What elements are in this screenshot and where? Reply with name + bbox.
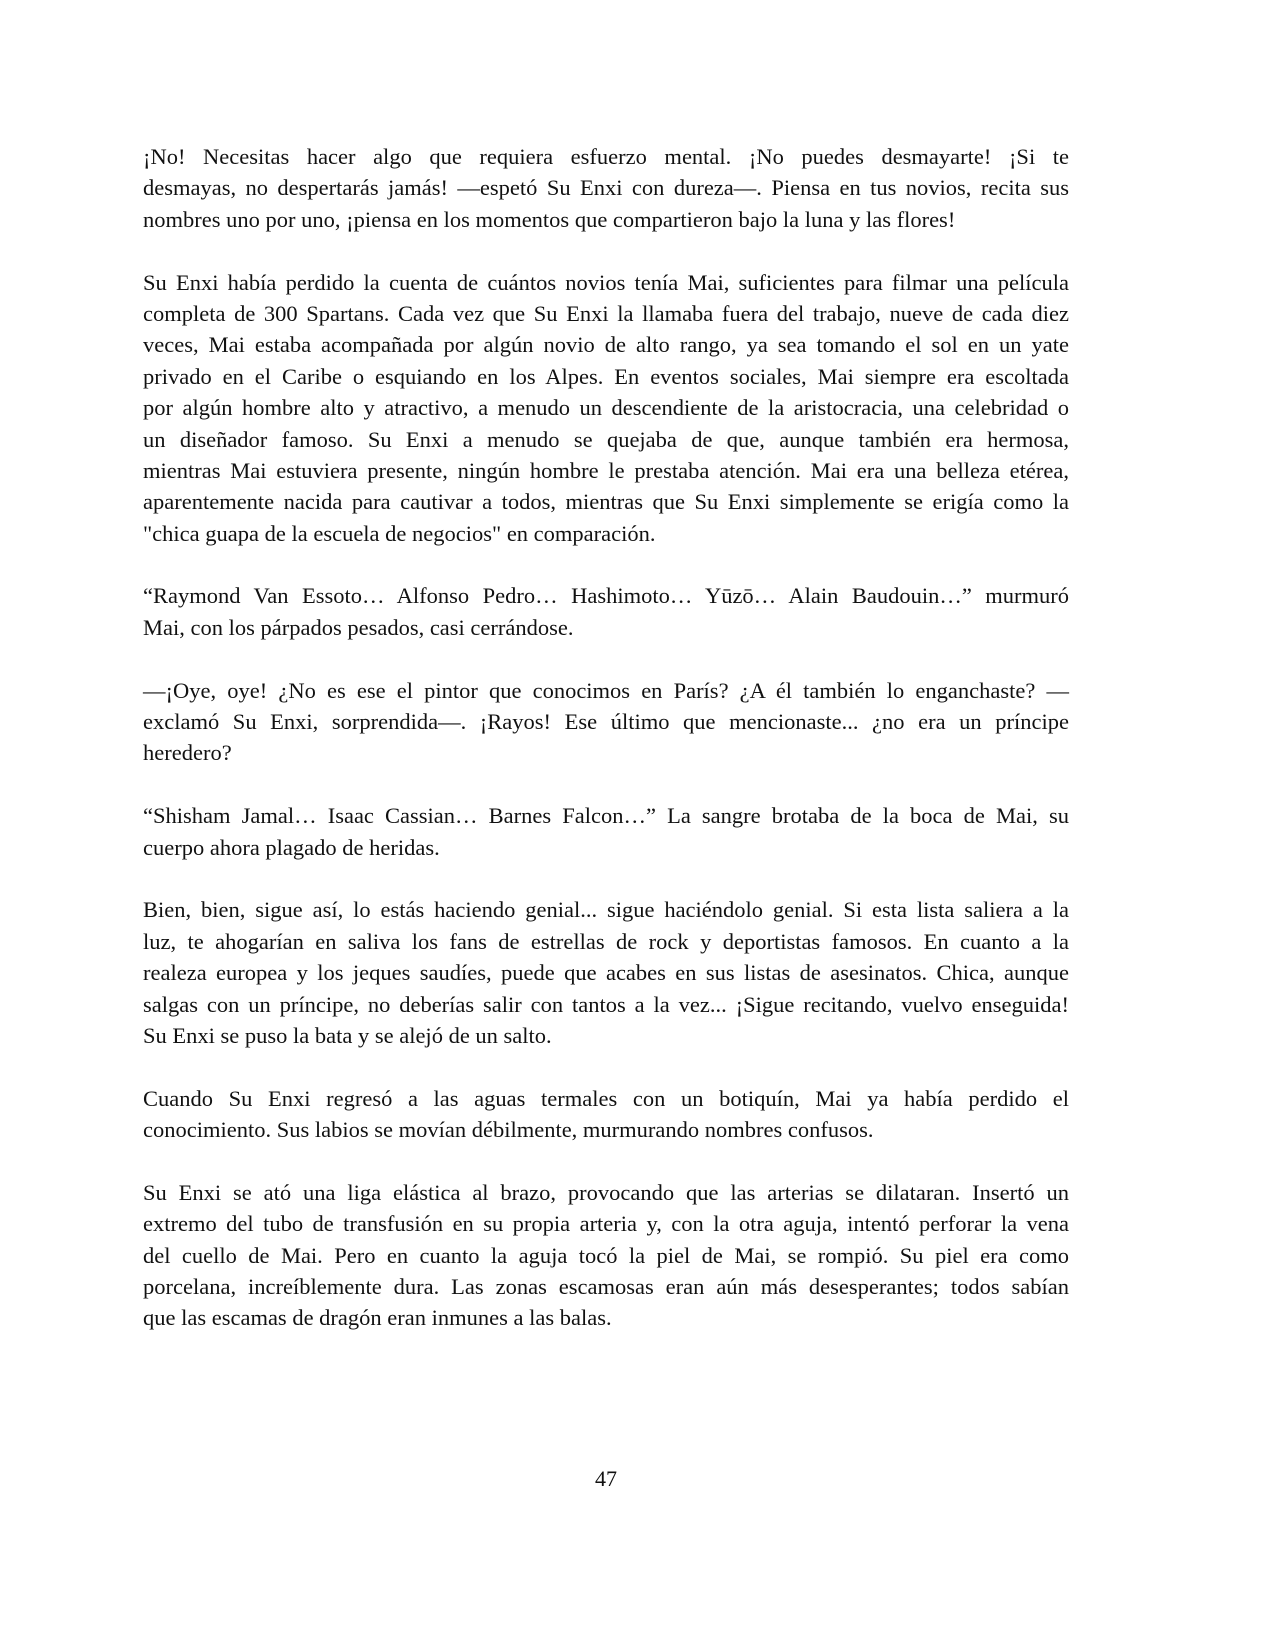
text-line: salgas con un príncipe, no deberías salir con tantos a la vez... ¡Sigue recitando, vuelvo enseguida! (143, 991, 1069, 1017)
paragraph (143, 580, 1069, 643)
text-line: "chica guapa de la escuela de negocios" en comparación. (143, 520, 656, 546)
text-line: aparentemente nacida para cautivar a todos, mientras que Su Enxi simplemente se erigía como la (143, 489, 1069, 515)
text-line: heredero? (143, 740, 232, 766)
paragraph (143, 267, 1069, 550)
text-line: nombres uno por uno, ¡piensa en los momentos que compartieron bajo la luna y las flores! (143, 206, 956, 232)
text-line: porcelana, increíblemente dura. Las zonas escamosas eran aún más desesperantes; todos sabían (143, 1274, 1069, 1300)
text-line: luz, te ahogarían en saliva los fans de estrellas de rock y deportistas famosos. En cuanto a la (143, 928, 1069, 954)
text-line: privado en el Caribe o esquiando en los Alpes. En eventos sociales, Mai siempre era escoltada (143, 363, 1069, 389)
text-line: desmayas, no despertarás jamás! —espetó Su Enxi con dureza—. Piensa en tus novios, recita sus (143, 175, 1069, 201)
text-line: Su Enxi se puso la bata y se alejó de un salto. (143, 1022, 552, 1048)
text-line: cuerpo ahora plagado de heridas. (143, 834, 440, 860)
page-body (143, 141, 1069, 1365)
text-line: mientras Mai estuviera presente, ningún hombre le prestaba atención. Mai era una belleza etérea, (143, 457, 1069, 483)
text-line: ¡No! Necesitas hacer algo que requiera esfuerzo mental. ¡No puedes desmayarte! ¡Si te (143, 144, 1069, 169)
text-line: —¡Oye, oye! ¿No es ese el pintor que conocimos en París? ¿A él también lo enganchaste? — (143, 677, 1069, 703)
text-line: Mai, con los párpados pesados, casi cerrándose. (143, 614, 574, 640)
text-line: Su Enxi había perdido la cuenta de cuántos novios tenía Mai, suficientes para filmar una película (143, 269, 1069, 295)
text-line: realeza europea y los jeques saudíes, puede que acabes en sus listas de asesinatos. Chica, aunque (143, 960, 1069, 986)
paragraph (143, 800, 1069, 863)
text-line: del cuello de Mai. Pero en cuanto la aguja tocó la piel de Mai, se rompió. Su piel era como (143, 1242, 1069, 1268)
page-number: 47 (595, 1466, 617, 1491)
text-line: por algún hombre alto y atractivo, a menudo un descendiente de la aristocracia, una celebridad o (143, 395, 1069, 421)
text-line: Cuando Su Enxi regresó a las aguas termales con un botiquín, Mai ya había perdido el (143, 1085, 1069, 1111)
text-line: “Shisham Jamal… Isaac Cassian… Barnes Falcon…” La sangre brotaba de la boca de Mai, su (143, 803, 1069, 829)
paragraph (143, 1083, 1069, 1146)
paragraph (143, 675, 1069, 769)
paragraph (143, 894, 1069, 1051)
text-line: completa de 300 Spartans. Cada vez que Su Enxi la llamaba fuera del trabajo, nueve de cada diez (143, 300, 1069, 326)
text-line: un diseñador famoso. Su Enxi a menudo se quejaba de que, aunque también era hermosa, (143, 426, 1069, 452)
text-line: Su Enxi se ató una liga elástica al brazo, provocando que las arterias se dilataran. Insertó un (143, 1179, 1069, 1205)
text-line: veces, Mai estaba acompañada por algún novio de alto rango, ya sea tomando el sol en un yate (143, 332, 1069, 358)
text-line: Bien, bien, sigue así, lo estás haciendo genial... sigue haciéndolo genial. Si esta lista saliera a la (143, 897, 1069, 923)
text-line: exclamó Su Enxi, sorprendida—. ¡Rayos! Ese último que mencionaste... ¿no era un príncipe (143, 709, 1069, 735)
text-line: “Raymond Van Essoto… Alfonso Pedro… Hashimoto… Yūzō… Alain Baudouin…” murmuró (143, 583, 1069, 609)
text-line: extremo del tubo de transfusión en su propia arteria y, con la otra aguja, intentó perforar la vena (143, 1211, 1069, 1237)
paragraph (143, 141, 1069, 235)
paragraph (143, 1177, 1069, 1334)
text-line: conocimiento. Sus labios se movían débilmente, murmurando nombres confusos. (143, 1117, 874, 1143)
text-line: que las escamas de dragón eran inmunes a las balas. (143, 1305, 612, 1331)
